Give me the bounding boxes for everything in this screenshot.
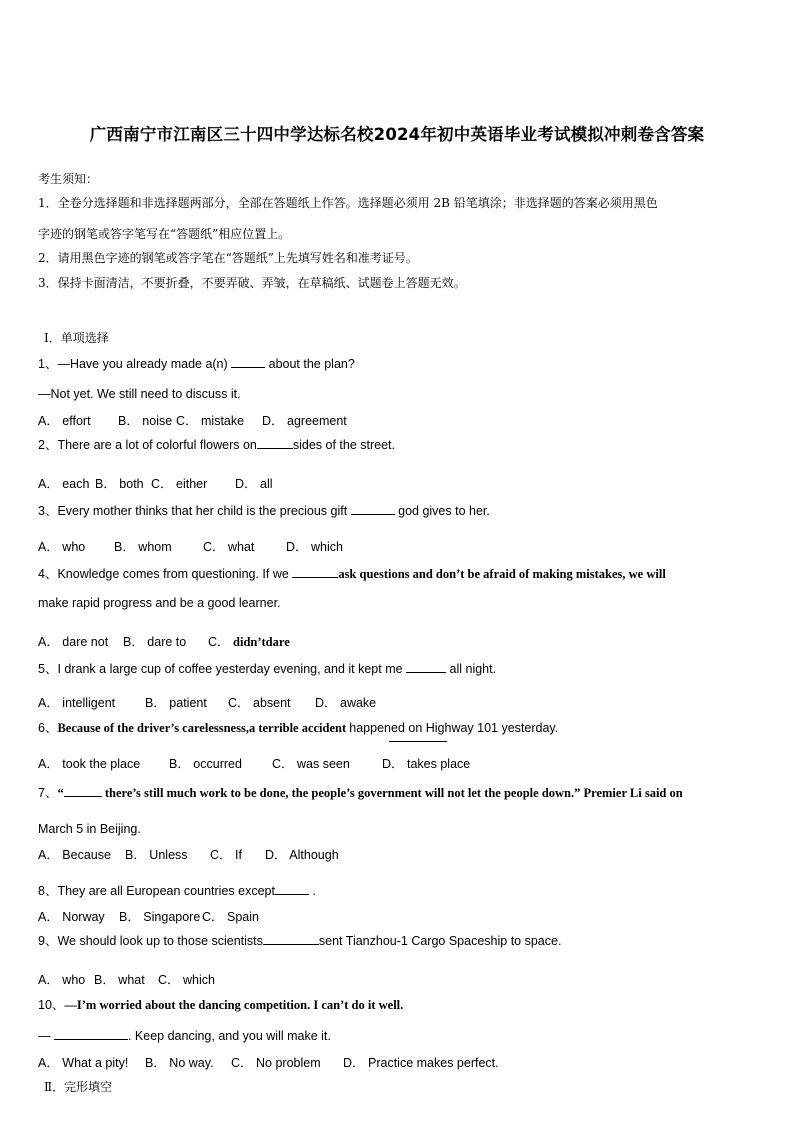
question-10 [38, 997, 403, 1013]
answer-blank [231, 356, 265, 368]
option-a[interactable]: A． What a pity! [38, 1056, 129, 1070]
notice-item-1: 1．全卷分选择题和非选择题两部分，全部在答题纸上作答。选择题必须用 2B 铅笔填涂；非选择题的答案必须用黑色 [38, 196, 658, 210]
question-text: there’s still much work to be done, the people’s government will not let the people down.” Premier Li said on [101, 786, 683, 800]
option-d[interactable]: D． which [286, 540, 343, 554]
question-text: ask questions and don’t be afraid of making mistakes, we will [338, 567, 666, 581]
question-2-options [38, 476, 273, 492]
question-text: sides of the street. [292, 438, 395, 452]
option-b[interactable]: B． patient [145, 696, 207, 710]
notice-item-1-cont: 字迹的钢笔或答字笔写在“答题纸”相应位置上。 [38, 227, 291, 241]
question-3-options [38, 539, 343, 555]
option-c[interactable]: C． what [203, 540, 255, 554]
option-a[interactable]: A． dare not [38, 635, 109, 649]
question-text: “ [57, 786, 64, 800]
question-10-options [38, 1055, 499, 1071]
option-b[interactable]: B． noise [118, 414, 173, 428]
option-c[interactable]: C． mistake [176, 414, 245, 428]
question-text: We should look up to those scientists [57, 934, 263, 948]
question-text: I drank a large cup of coffee yesterday evening, and it kept me [57, 662, 407, 676]
question-number: 6、 [38, 721, 58, 735]
question-1-reply: —Not yet. We still need to discuss it. [38, 387, 241, 401]
question-5-options [38, 695, 376, 711]
option-d[interactable]: D． agreement [262, 414, 347, 428]
question-number: 3、 [38, 504, 58, 518]
document-title: 广西南宁市江南区三十四中学达标名校2024年初中英语毕业考试模拟冲刺卷含答案 [89, 125, 705, 144]
answer-blank [257, 437, 293, 449]
question-5 [38, 661, 496, 677]
option-d[interactable]: D． all [235, 477, 273, 491]
question-number: 4、 [38, 567, 58, 581]
option-b[interactable]: B． both [95, 477, 144, 491]
question-text: god gives to her. [394, 504, 490, 518]
answer-blank [54, 1028, 128, 1040]
question-number: 7、 [38, 786, 58, 800]
reply-dash: — [38, 1029, 54, 1043]
notice-heading: 考生须知： [38, 172, 99, 186]
question-number: 5、 [38, 662, 58, 676]
question-text: Knowledge comes from questioning. If we [57, 567, 293, 581]
question-4-cont: make rapid progress and be a good learner. [38, 596, 281, 610]
question-number: 1、 [38, 357, 58, 371]
answer-blank [275, 883, 309, 895]
option-c[interactable]: C． No problem [231, 1056, 321, 1070]
option-c-label: C． [208, 635, 234, 649]
option-a[interactable]: A． Norway [38, 910, 105, 924]
question-text: —I’m worried about the dancing competition. I can’t do it well. [64, 998, 404, 1012]
question-number: 9、 [38, 934, 58, 948]
question-text: happened on Highway 101 yesterday. [349, 721, 559, 735]
question-7 [38, 785, 683, 801]
question-8 [38, 883, 316, 899]
option-a[interactable]: A． each [38, 477, 90, 491]
option-c[interactable]: C． Spain [202, 910, 259, 924]
question-text: . [308, 884, 316, 898]
option-a[interactable]: A． who [38, 973, 86, 987]
question-8-options [38, 909, 259, 925]
answer-blank [263, 933, 319, 945]
question-number: 2、 [38, 438, 58, 452]
option-b[interactable]: B． occurred [169, 757, 242, 771]
question-3 [38, 503, 490, 519]
question-text: Every mother thinks that her child is the precious gift [57, 504, 351, 518]
answer-blank [351, 503, 395, 515]
question-text: They are all European countries except [57, 884, 275, 898]
question-text: Because of the driver’s carelessness,a terrible accident [57, 721, 350, 735]
notice-item-3: 3．保持卡面清洁，不要折叠，不要弄破、弄皱，在草稿纸、试题卷上答题无效。 [38, 276, 466, 290]
section-heading-cloze: Ⅱ．完形填空 [44, 1080, 113, 1094]
option-b[interactable]: B． Singapore [119, 910, 201, 924]
question-text: about the plan? [265, 357, 355, 371]
question-6-options [38, 756, 470, 772]
question-1 [38, 356, 355, 372]
option-d[interactable]: D． takes place [382, 757, 471, 771]
option-d[interactable]: D． Practice makes perfect. [343, 1056, 499, 1070]
question-number: 8、 [38, 884, 58, 898]
question-7-cont: March 5 in Beijing. [38, 822, 141, 836]
option-a[interactable]: A． intelligent [38, 696, 116, 710]
option-c[interactable] [208, 634, 290, 650]
option-b[interactable]: B． No way. [145, 1056, 214, 1070]
option-b[interactable]: B． whom [114, 540, 172, 554]
question-4-options [38, 634, 290, 650]
answer-blank [406, 661, 446, 673]
option-c[interactable]: C． absent [228, 696, 291, 710]
option-b[interactable]: B． dare to [123, 635, 187, 649]
question-1-options [38, 413, 347, 429]
question-7-options [38, 847, 339, 863]
option-c[interactable]: C． was seen [272, 757, 350, 771]
answer-blank [292, 566, 338, 578]
question-10-reply [38, 1028, 331, 1044]
option-a[interactable]: A． who [38, 540, 86, 554]
option-b[interactable]: B． what [94, 973, 145, 987]
option-b[interactable]: B． Unless [125, 848, 188, 862]
reply-text: . Keep dancing, and you will make it. [127, 1029, 331, 1043]
question-2 [38, 437, 395, 453]
option-a[interactable]: A． effort [38, 414, 91, 428]
question-text: —Have you already made a(n) [57, 357, 232, 371]
option-c[interactable]: C． If [210, 848, 242, 862]
question-number: 10、 [38, 998, 65, 1012]
underline-mark [389, 741, 447, 742]
section-heading-single-choice: Ⅰ．单项选择 [44, 331, 109, 345]
option-a[interactable]: A． took the place [38, 757, 141, 771]
answer-blank [64, 785, 102, 797]
question-text: sent Tianzhou-1 Cargo Spaceship to space. [318, 934, 562, 948]
question-9 [38, 933, 561, 949]
question-text: There are a lot of colorful flowers on [57, 438, 257, 452]
option-a[interactable]: A． Because [38, 848, 111, 862]
option-c[interactable]: C． either [151, 477, 208, 491]
notice-item-2: 2．请用黑色字迹的钢笔或答字笔在“答题纸”上先填写姓名和准考证号。 [38, 251, 418, 265]
question-6 [38, 720, 558, 736]
question-4 [38, 566, 666, 582]
question-text: all night. [446, 662, 497, 676]
option-d[interactable]: D． Although [265, 848, 339, 862]
option-c[interactable]: C． which [158, 973, 215, 987]
option-c-text: didn’tdare [233, 635, 290, 649]
option-d[interactable]: D． awake [315, 696, 377, 710]
question-9-options [38, 972, 215, 988]
